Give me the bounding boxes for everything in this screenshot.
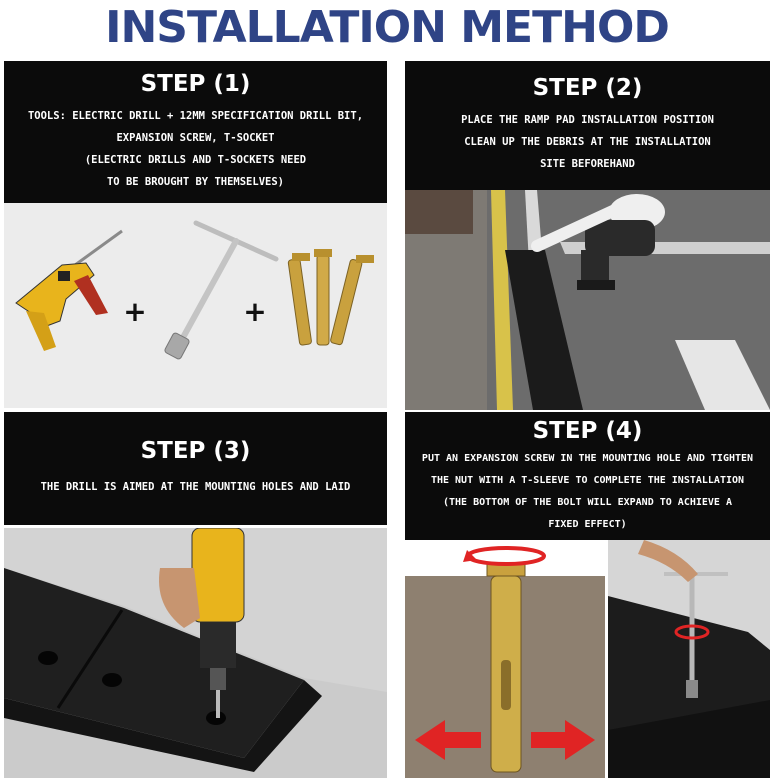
step-2-road-image [405, 190, 770, 410]
step-1-line-3: (ELECTRIC DRILLS AND T-SOCKETS NEED [84, 154, 307, 166]
step-4-bolt-image [405, 540, 605, 778]
step-4-line-4: FIXED EFFECT) [548, 519, 627, 530]
step-2-panel [405, 61, 770, 190]
step-1-line-2: EXPANSION SCREW, T-SOCKET [116, 132, 275, 144]
step-2-line-2: CLEAN UP THE DEBRIS AT THE INSTALLATION [464, 136, 711, 148]
step-2-text [405, 109, 770, 175]
page-title: INSTALLATION METHOD [105, 2, 669, 53]
step-2-line-1: PLACE THE RAMP PAD INSTALLATION POSITION [461, 114, 714, 126]
step-4-line-2: THE NUT WITH A T-SLEEVE TO COMPLETE THE INSTALLATION [430, 475, 745, 486]
step-3-panel [4, 412, 387, 525]
step-1-tools-image [4, 203, 387, 408]
step-4-tightening-image [608, 540, 770, 778]
step-4-line-1: PUT AN EXPANSION SCREW IN THE MOUNTING HOLE AND TIGHTEN [421, 453, 754, 464]
step-4-panel [405, 412, 770, 540]
step-2-title: STEP (2) [532, 75, 643, 101]
step-1-panel [4, 61, 387, 203]
step-3-line-1: THE DRILL IS AIMED AT THE MOUNTING HOLES AND LAID [40, 481, 351, 493]
step-4-line-3: (THE BOTTOM OF THE BOLT WILL EXPAND TO ACHIEVE A [443, 497, 732, 508]
electric-drill-icon [16, 231, 122, 351]
step-1-title: STEP (1) [140, 71, 251, 97]
step-2-line-3: SITE BEFOREHAND [540, 158, 635, 170]
step-3-title: STEP (3) [140, 438, 251, 464]
step-4-text [405, 448, 770, 536]
plus-sign-1: + [123, 295, 147, 328]
expansion-bolt-icon [487, 564, 525, 772]
step-3-text [4, 476, 387, 498]
plus-sign-2: + [243, 295, 267, 328]
step-4-title: STEP (4) [532, 418, 643, 444]
step-1-line-4: TO BE BROUGHT BY THEMSELVES) [106, 176, 284, 188]
step-1-text [4, 105, 387, 193]
expansion-screws-icon [288, 249, 374, 345]
step-1-line-1: TOOLS: ELECTRIC DRILL + 12MM SPECIFICATION DRILL BIT, [27, 110, 364, 122]
t-socket-wrench-icon [164, 223, 276, 360]
step-3-drilling-image [4, 528, 387, 778]
